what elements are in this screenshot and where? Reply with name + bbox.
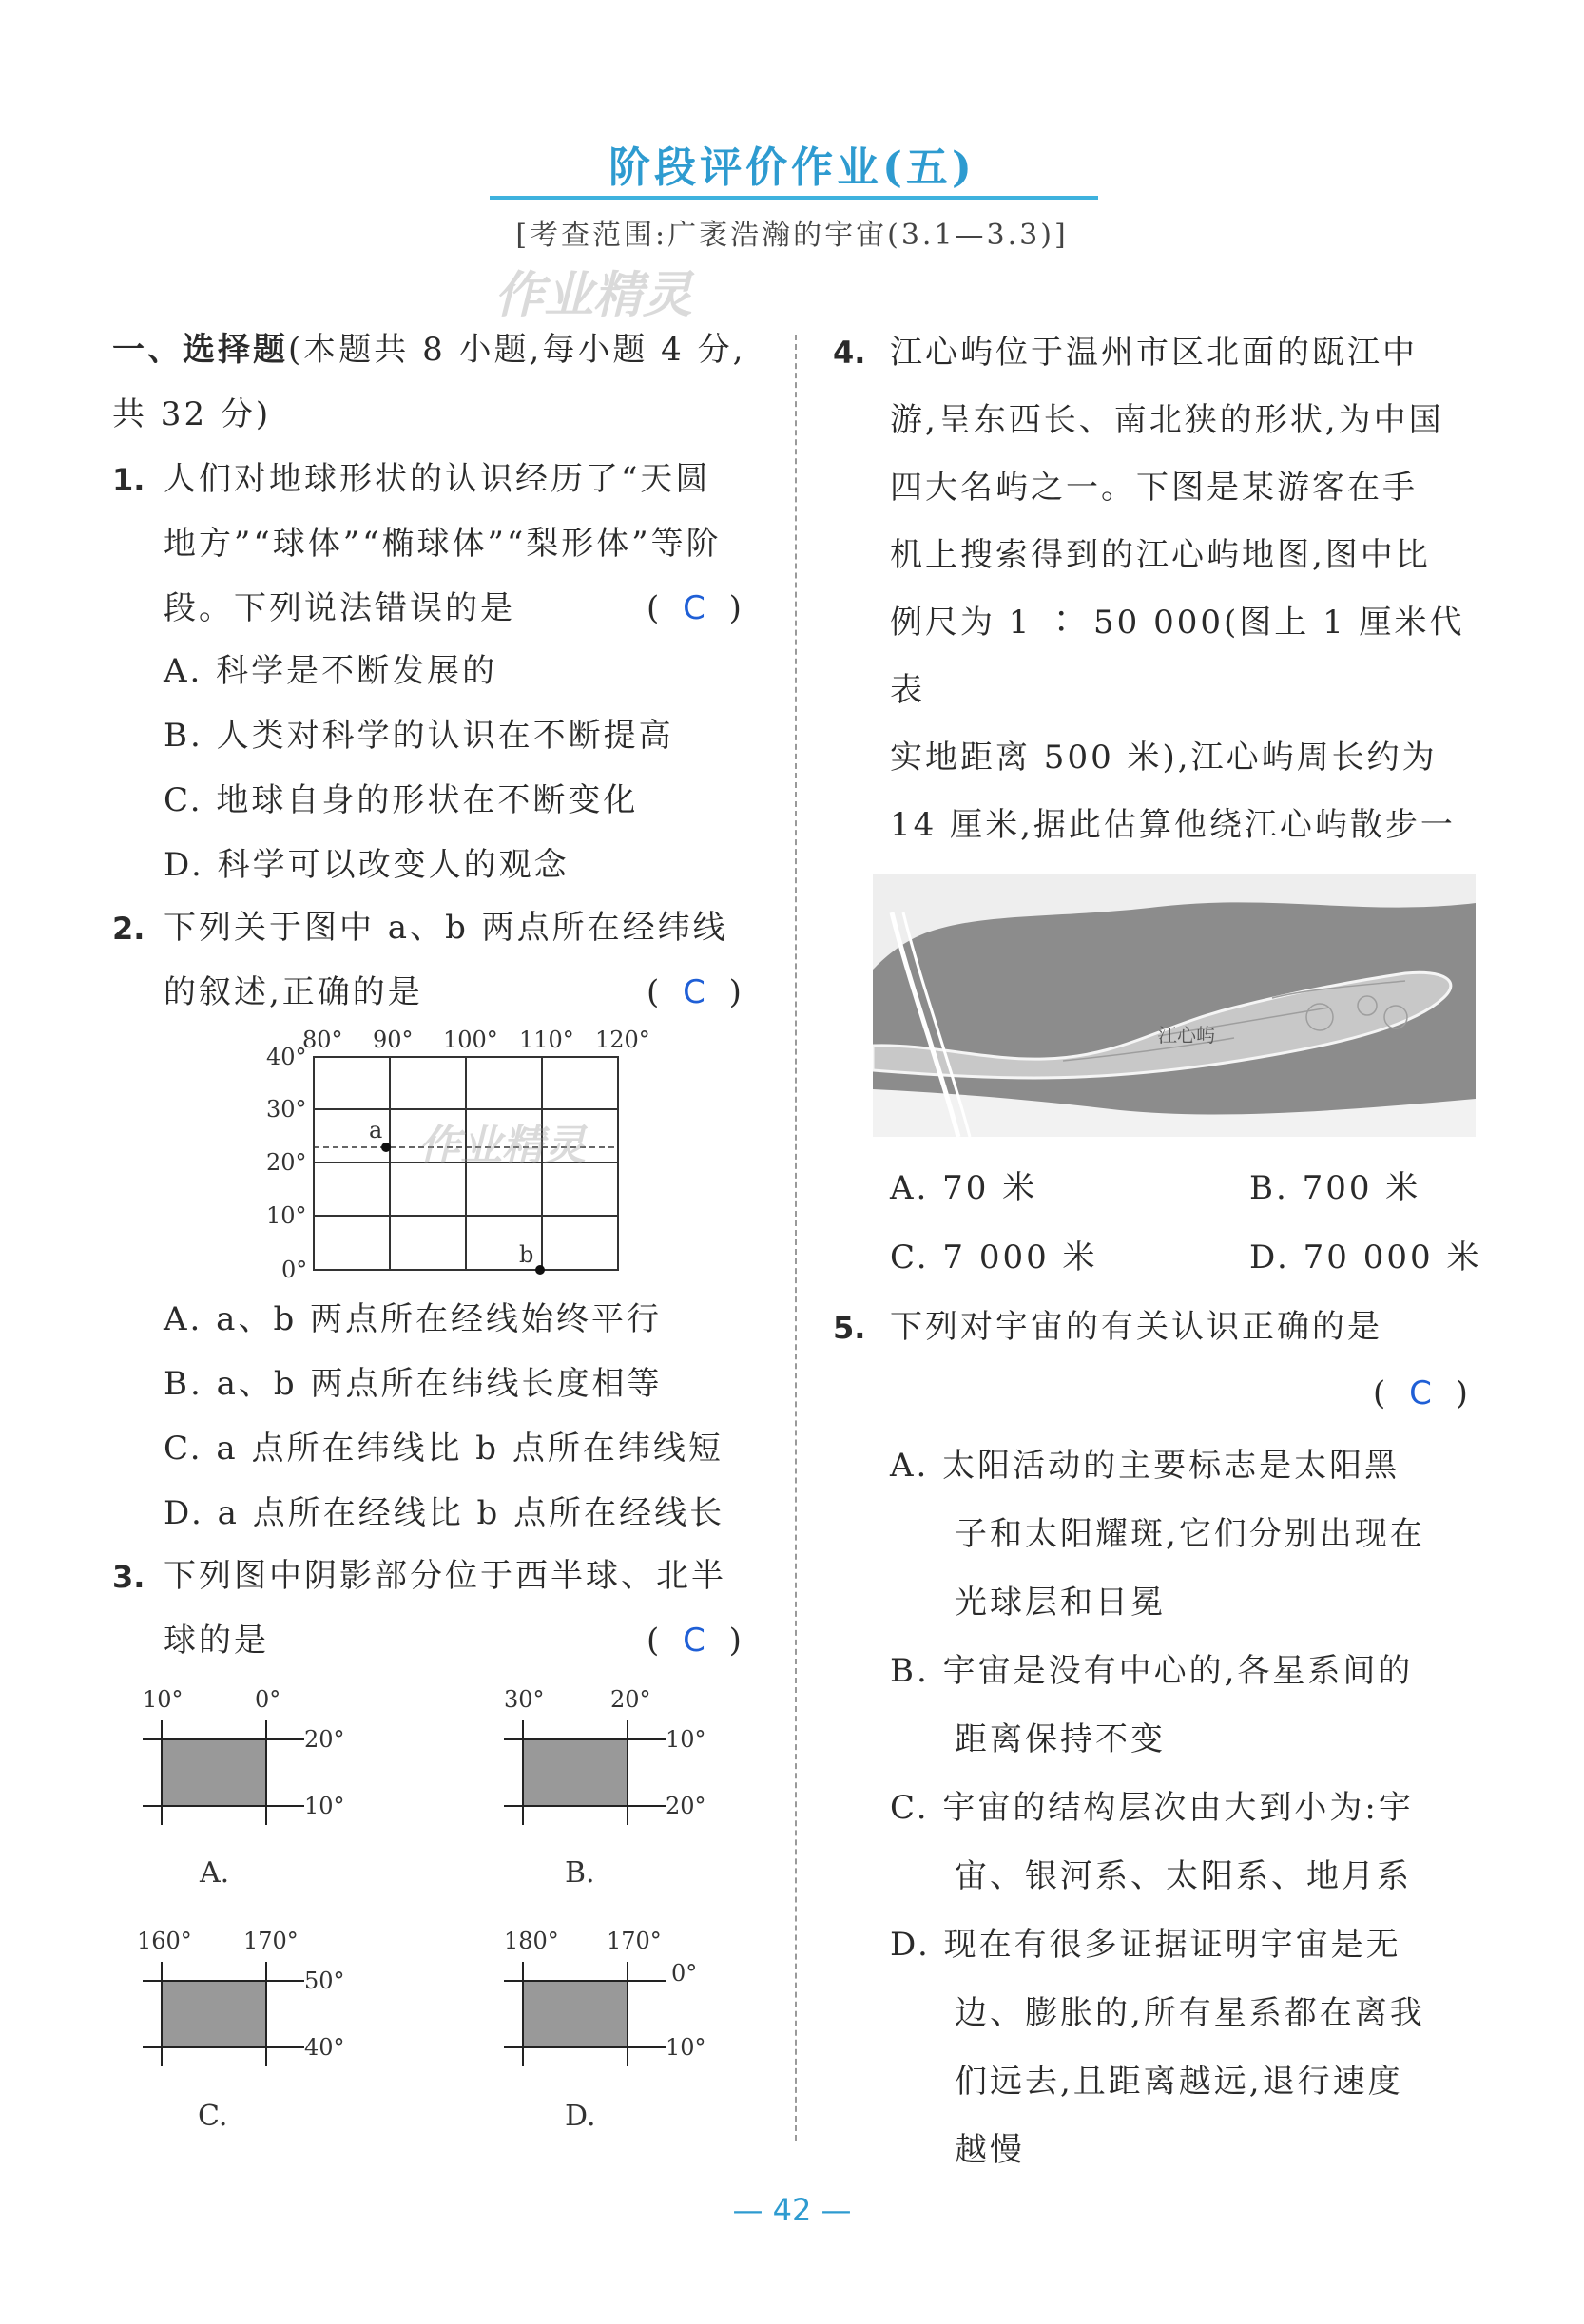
q2-lon-label: 100° bbox=[443, 1027, 498, 1053]
q4-option-b: B. 700 米 bbox=[1249, 1169, 1421, 1207]
q5-answer-box: ( C ) bbox=[1373, 1374, 1470, 1412]
point-a-label: a bbox=[369, 1117, 383, 1143]
q4-option-a: A. 70 米 bbox=[890, 1169, 1038, 1207]
q5-stem: 下列对宇宙的有关认识正确的是 bbox=[890, 1308, 1382, 1346]
q5-option-a-line: 子和太阳耀斑,它们分别出现在 bbox=[955, 1515, 1425, 1553]
q1-option-d: D. 科学可以改变人的观念 bbox=[164, 846, 570, 884]
q2-option-d: D. a 点所在经线比 b 点所在经线长 bbox=[164, 1494, 725, 1532]
q4-option-c: C. 7 000 米 bbox=[890, 1239, 1098, 1277]
q1-option-c: C. 地球自身的形状在不断变化 bbox=[164, 781, 639, 819]
q2-line-1: 下列关于图中 a、b 两点所在经纬线 bbox=[164, 909, 728, 947]
q5-options bbox=[890, 1431, 1498, 2184]
q2-line-2 bbox=[164, 960, 772, 1025]
q5-option-a-line: 光球层和日冕 bbox=[955, 1584, 1166, 1622]
q1-line-3 bbox=[164, 576, 772, 641]
fig-b-lon-left: 30° bbox=[504, 1686, 545, 1713]
q4-island-map bbox=[873, 874, 1476, 1137]
q2-lat-label: 40° bbox=[266, 1044, 307, 1070]
q5-option-d-line: 越慢 bbox=[955, 2131, 1025, 2169]
q5-option-a bbox=[890, 1431, 1498, 1637]
q5-option-b bbox=[890, 1637, 1498, 1774]
q2-lon-label: 120° bbox=[595, 1027, 650, 1053]
q4-options bbox=[890, 1154, 1498, 1293]
q5-option-d bbox=[890, 1911, 1498, 2184]
q5-option-b-line: 距离保持不变 bbox=[955, 1720, 1166, 1758]
q3-number: 3. bbox=[112, 1559, 145, 1595]
q3-figure-b bbox=[485, 1673, 732, 1892]
section-title: 一、选择题 bbox=[112, 331, 288, 369]
q5-answer: C bbox=[1409, 1374, 1434, 1412]
q2-answer-box: ( C ) bbox=[647, 973, 744, 1011]
fig-c-lon-right: 170° bbox=[243, 1928, 299, 1954]
q2-line-2-text: 的叙述,正确的是 bbox=[164, 973, 423, 1011]
point-b bbox=[535, 1265, 545, 1275]
q3-line-2-text: 球的是 bbox=[164, 1622, 269, 1660]
fig-a-letter: A. bbox=[200, 1856, 230, 1890]
exam-scope: [考查范围:广袤浩瀚的宇宙(3.1—3.3)] bbox=[515, 219, 1069, 252]
fig-d-lat-bottom: 10° bbox=[666, 2034, 706, 2061]
page-number: — 42 — bbox=[732, 2192, 852, 2228]
section-note-2: 共 32 分) bbox=[112, 395, 272, 433]
q2-lat-label: 30° bbox=[266, 1096, 307, 1123]
fig-d-lon-left: 180° bbox=[504, 1928, 559, 1954]
q1-option-a: A. 科学是不断发展的 bbox=[164, 652, 498, 690]
q1-line-1: 人们对地球形状的认识经历了“天圆 bbox=[164, 460, 711, 498]
q4-line-1: 江心屿位于温州市区北面的瓯江中 bbox=[890, 334, 1418, 372]
fig-b-lon-right: 20° bbox=[610, 1686, 651, 1713]
page-title: 阶段评价作业(五) bbox=[608, 144, 976, 192]
q2-lon-label: 80° bbox=[302, 1027, 343, 1053]
q3-figure-c bbox=[124, 1914, 371, 2133]
q5-option-c-line: C. 宇宙的结构层次由大到小为:宇 bbox=[890, 1789, 1414, 1827]
q1-options bbox=[164, 639, 772, 897]
q4-line-7: 14 厘米,据此估算他绕江心屿散步一 bbox=[890, 806, 1456, 844]
q2-option-c: C. a 点所在纬线比 b 点所在纬线短 bbox=[164, 1430, 724, 1468]
fig-d-lat-top: 0° bbox=[671, 1960, 698, 1987]
q3-answer: C bbox=[683, 1622, 707, 1660]
q3-line-1: 下列图中阴影部分位于西半球、北半 bbox=[164, 1557, 726, 1595]
fig-c-lat-bottom: 40° bbox=[304, 2034, 345, 2061]
q5-option-c-line: 宙、银河系、太阳系、地月系 bbox=[955, 1857, 1412, 1895]
q4-stem bbox=[890, 319, 1498, 927]
fig-a-lat-bottom: 10° bbox=[304, 1793, 345, 1819]
q3-stem bbox=[164, 1544, 772, 1673]
q2-lat-lon-grid bbox=[257, 1027, 685, 1283]
q5-number: 5. bbox=[833, 1310, 866, 1346]
q2-answer: C bbox=[683, 973, 707, 1011]
fig-a-lon-left: 10° bbox=[143, 1686, 184, 1713]
q2-options bbox=[164, 1287, 782, 1546]
fig-b-lat-bottom: 20° bbox=[666, 1793, 706, 1819]
fig-a-lat-top: 20° bbox=[304, 1726, 345, 1753]
grid-watermark: 作业精灵 bbox=[418, 1122, 586, 1170]
q5-option-d-line: D. 现在有很多证据证明宇宙是无 bbox=[890, 1926, 1401, 1964]
q4-line-5: 例尺为 1 ∶ 50 000(图上 1 厘米代表 bbox=[890, 604, 1465, 709]
map-label: 江心屿 bbox=[1158, 1024, 1215, 1047]
section-note-1: (本题共 8 小题,每小题 4 分, bbox=[288, 331, 746, 369]
q2-lat-label: 20° bbox=[266, 1149, 307, 1176]
q4-line-3: 四大名屿之一。下图是某游客在手 bbox=[890, 469, 1418, 507]
fig-b-letter: B. bbox=[565, 1856, 595, 1890]
q1-answer-box: ( C ) bbox=[647, 589, 744, 627]
q4-option-d: D. 70 000 米 bbox=[1249, 1239, 1482, 1277]
q2-number: 2. bbox=[112, 911, 145, 947]
q2-option-a: A. a、b 两点所在经线始终平行 bbox=[164, 1300, 663, 1338]
q2-lon-label: 90° bbox=[373, 1027, 414, 1053]
section-header bbox=[112, 317, 768, 447]
column-divider bbox=[795, 335, 797, 2141]
fig-c-lon-left: 160° bbox=[137, 1928, 192, 1954]
q5-option-b-line: B. 宇宙是没有中心的,各星系间的 bbox=[890, 1652, 1414, 1690]
fig-d-lon-right: 170° bbox=[607, 1928, 662, 1954]
q3-figure-d bbox=[485, 1914, 732, 2133]
q4-number: 4. bbox=[833, 335, 866, 371]
fig-c-lat-top: 50° bbox=[304, 1968, 345, 1994]
q1-number: 1. bbox=[112, 462, 145, 498]
fig-c-letter: C. bbox=[198, 2100, 228, 2133]
q2-lon-label: 110° bbox=[519, 1027, 574, 1053]
q3-figure-a bbox=[124, 1673, 371, 1892]
title-underline bbox=[490, 196, 1098, 200]
q5-option-a-line: A. 太阳活动的主要标志是太阳黑 bbox=[890, 1447, 1400, 1485]
q1-line-2: 地方”“球体”“椭球体”“梨形体”等阶 bbox=[164, 525, 722, 563]
q4-line-6: 实地距离 500 米),江心屿周长约为 bbox=[890, 739, 1438, 777]
q2-option-b: B. a、b 两点所在纬线长度相等 bbox=[164, 1365, 663, 1403]
fig-d-letter: D. bbox=[565, 2100, 596, 2133]
point-a bbox=[381, 1143, 391, 1152]
q1-option-b: B. 人类对科学的认识在不断提高 bbox=[164, 717, 674, 755]
q1-line-3-text: 段。下列说法错误的是 bbox=[164, 589, 515, 627]
watermark: 作业精灵 bbox=[494, 267, 693, 324]
q5-option-d-line: 边、膨胀的,所有星系都在离我 bbox=[955, 1994, 1425, 2032]
fig-b-lat-top: 10° bbox=[666, 1726, 706, 1753]
q2-stem bbox=[164, 895, 772, 1025]
q3-answer-box: ( C ) bbox=[647, 1622, 744, 1660]
q2-lat-label: 10° bbox=[266, 1202, 307, 1229]
point-b-label: b bbox=[519, 1241, 534, 1268]
q5-option-d-line: 们远去,且距离越远,退行速度 bbox=[955, 2063, 1403, 2101]
q1-stem bbox=[164, 447, 772, 641]
q4-line-4: 机上搜索得到的江心屿地图,图中比 bbox=[890, 536, 1431, 574]
q2-lat-label: 0° bbox=[281, 1257, 308, 1283]
q1-answer: C bbox=[683, 589, 707, 627]
q5-option-c bbox=[890, 1774, 1498, 1911]
fig-a-lon-right: 0° bbox=[255, 1686, 281, 1713]
q3-line-2 bbox=[164, 1608, 772, 1673]
q4-line-2: 游,呈东西长、南北狭的形状,为中国 bbox=[890, 401, 1444, 439]
